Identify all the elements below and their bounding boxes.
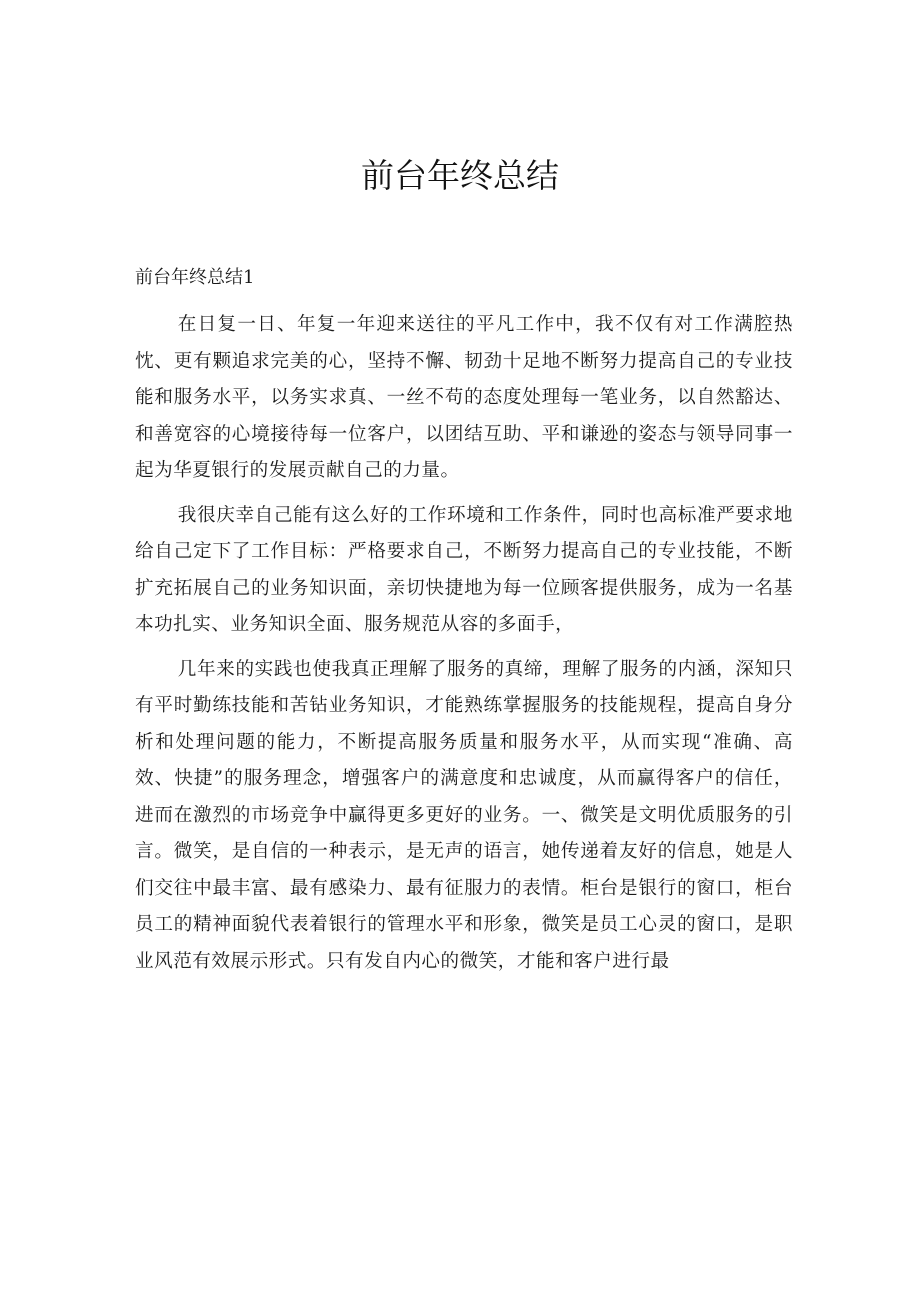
paragraph-3: 几年来的实践也使我真正理解了服务的真缔，理解了服务的内涵，深知只有平时勤练技能和苦钻业务知识，才能熟练掌握服务的技能规程，提高自身分析和处理问题的能力，不断提高服务质量和服务水平，从而实现“准确、高效、快捷”的服务理念，增强客户的满意度和忠诚度，从而赢得客户的信任，进而在激烈的市场竞争中赢得更多更好的业务。一、微笑是文明优质服务的引言。微笑，是自信的一种表示，是无声的语言，她传递着友好的信息，她是人们交往中最丰富、最有感染力、最有征服力的表情。柜台是银行的窗口，柜台员工的精神面貌代表着银行的管理水平和形象，微笑是员工心灵的窗口，是职业风范有效展示形式。只有发自内心的微笑，才能和客户进行最 [135,658,793,972]
document-title: 前台年终总结 [361,156,559,195]
document-body [135,307,793,988]
section-heading: 前台年终总结1 [135,267,255,288]
paragraph-1: 在日复一日、年复一年迎来送往的平凡工作中，我不仅有对工作满腔热忱、更有颗追求完美的心，坚持不懈、韧劲十足地不断努力提高自己的专业技能和服务水平，以务实求真、一丝不苟的态度处理每一笔业务，以自然豁达、和善宽容的心境接待每一位客户，以团结互助、平和谦逊的姿态与领导同事一起为华夏银行的发展贡献自己的力量。 [135,314,793,481]
paragraph-2: 我很庆幸自己能有这么好的工作环境和工作条件，同时也高标准严要求地给自己定下了工作目标：严格要求自己，不断努力提高自己的专业技能，不断扩充拓展自己的业务知识面，亲切快捷地为每一位顾客提供服务，成为一名基本功扎实、业务知识全面、服务规范从容的多面手， [135,504,793,635]
